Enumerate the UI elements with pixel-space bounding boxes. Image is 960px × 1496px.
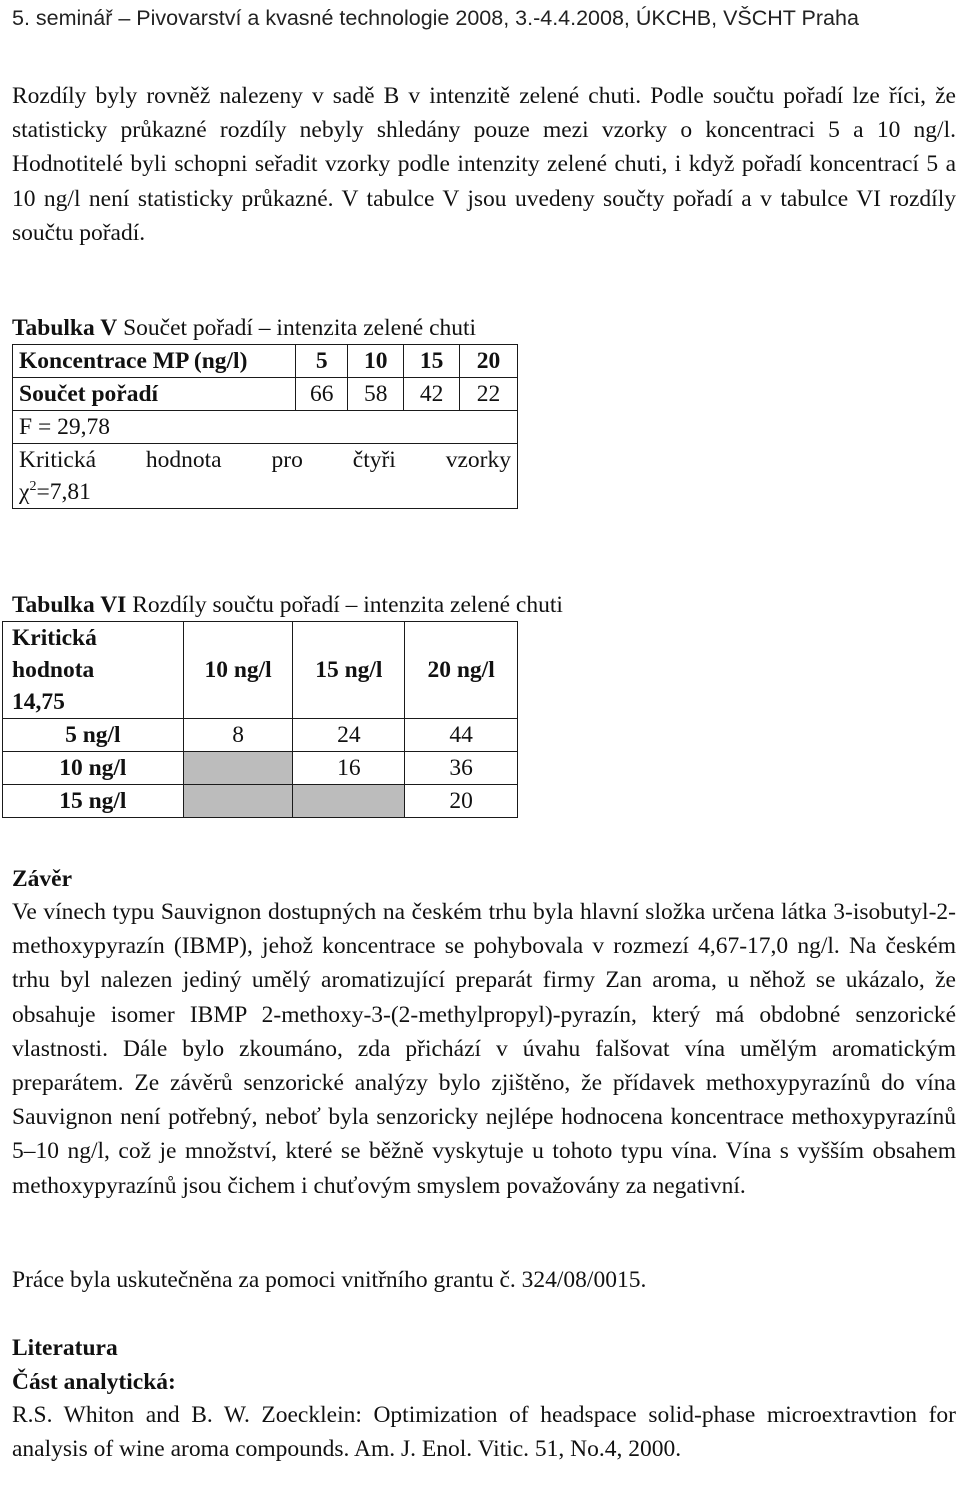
table6 <box>2 621 518 818</box>
table6-col-header: 10 ng/l <box>183 622 293 719</box>
table6-row-label: 10 ng/l <box>3 752 184 785</box>
table6-caption-text: Rozdíly součtu pořadí – intenzita zelené chuti <box>126 592 563 618</box>
conclusion-paragraph: Ve vínech typu Sauvignon dostupných na českém trhu byla hlavní složka určena látka 3-isobutyl-2-methoxypyrazín (IBMP), jehož koncentrace se pohybovala v rozmezí 4,67-17,0 ng/l. Na českém trhu byl nalezen jediný umělý aromatizující preparát firmy Zan aroma, u něhož se ukázalo, že obsahuje isomer IBMP 2-methoxy-3-(2-methylpropyl)-pyrazín, který má obdobné senzorické vlastnosti. Dále bylo zkoumáno, zda přichází v úvahu falšovat vína umělým aromatickým preparátem. Ze závěrů senzorické analýzy bylo zjištěno, že přídavek methoxypyrazínů do vína Sauvignon není potřebný, neboť byla senzoricky nejlépe hodnocena koncentrace methoxypyrazínů 5–10 ng/l, což je množství, které se běžně vyskytuje u tohoto typu vína. Vína s vyšším obsahem methoxypyrazínů jsou čichem i chuťovým smyslem považovány za negativní. <box>12 899 956 1199</box>
table5-rank-sum-cell: 58 <box>348 378 404 411</box>
table5-caption <box>12 313 956 343</box>
table-row <box>3 785 518 818</box>
table6-cell: 8 <box>183 719 293 752</box>
table6-col-header: 20 ng/l <box>405 622 518 719</box>
table6-cell: 20 <box>405 785 518 818</box>
table6-corner-cell: Kritická hodnota 14,75 <box>3 622 184 719</box>
table5-concentration-cell: 15 <box>404 345 460 378</box>
table5-rank-sum-cell: 42 <box>404 378 460 411</box>
table5-concentration-cell: 20 <box>460 345 518 378</box>
table-row <box>3 719 518 752</box>
table5-row-rank-sum <box>13 378 518 411</box>
table5-row-critical <box>13 444 518 509</box>
table6-row-label: 5 ng/l <box>3 719 184 752</box>
literature-reference: R.S. Whiton and B. W. Zoecklein: Optimization of headspace solid-phase microextravtion for analysis of wine aroma compounds. Am. J. Enol. Vitic. 51, No.4, 2000. <box>12 1402 956 1463</box>
table6-caption <box>12 590 956 620</box>
table5-caption-label: Tabulka V <box>12 315 118 341</box>
table6-shaded-cell <box>183 785 293 818</box>
table5-concentration-cell: 5 <box>296 345 348 378</box>
table5-f-value: F = 29,78 <box>13 411 518 444</box>
intro-paragraph: Rozdíly byly rovněž nalezeny v sadě B v intenzitě zelené chuti. Podle součtu pořadí lze říci, že statisticky průkazné rozdíly nebyly shledány pouze mezi vzorky o koncentraci 5 a 10 ng/l. Hodnotitelé byli schopni seřadit vzorky podle intenzity zelené chuti, i když pořadí koncentrací 5 a 10 ng/l není statisticky průkazné. V tabulce V jsou uvedeny součty pořadí a v tabulce VI rozdíly součtu pořadí. <box>12 83 956 246</box>
table6-shaded-cell <box>293 785 405 818</box>
table5 <box>12 344 518 509</box>
table6-cell: 24 <box>293 719 405 752</box>
table5-row-f <box>13 411 518 444</box>
table5-concentration-cell: 10 <box>348 345 404 378</box>
conclusion-heading: Závěr <box>12 866 73 892</box>
table6-col-header: 15 ng/l <box>293 622 405 719</box>
table6-caption-label: Tabulka VI <box>12 592 127 618</box>
table6-shaded-cell <box>183 752 293 785</box>
table5-critical-text: Kritická hodnota pro čtyři vzorky <box>19 447 511 473</box>
table5-rank-sum-cell: 66 <box>296 378 348 411</box>
table6-cell: 44 <box>405 719 518 752</box>
table5-concentration-label: Koncentrace MP (ng/l) <box>13 345 296 378</box>
table5-critical-cell <box>13 444 518 509</box>
table5-row-concentration <box>13 345 518 378</box>
table6-cell: 16 <box>293 752 405 785</box>
grant-note: Práce byla uskutečněna za pomoci vnitřního grantu č. 324/08/0015. <box>12 1267 647 1293</box>
literature-subheading: Část analytická: <box>12 1369 176 1395</box>
table6-cell: 36 <box>405 752 518 785</box>
literature-heading: Literatura <box>12 1335 118 1361</box>
table6-row-label: 15 ng/l <box>3 785 184 818</box>
table5-rank-sum-label: Součet pořadí <box>13 378 296 411</box>
table5-chi-square: $\chi^2=7,81$ <box>19 479 91 505</box>
table5-rank-sum-cell: 22 <box>460 378 518 411</box>
table5-caption-text: Součet pořadí – intenzita zelené chuti <box>117 315 477 341</box>
table-row <box>3 752 518 785</box>
table6-header-row <box>3 622 518 719</box>
page-header: 5. seminář – Pivovarství a kvasné technologie 2008, 3.-4.4.2008, ÚKCHB, VŠCHT Praha <box>12 6 859 30</box>
